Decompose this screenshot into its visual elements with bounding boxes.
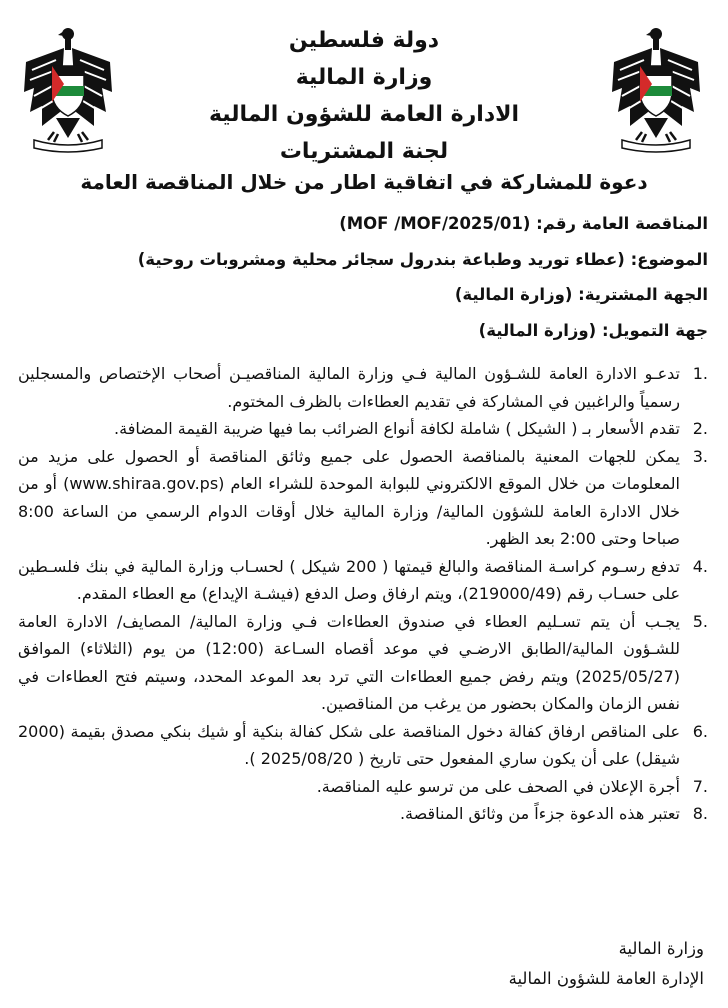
list-item xyxy=(18,415,708,443)
item-number: 1. xyxy=(692,364,708,383)
item-text: يجـب أن يتم تسـليم العطاء في صندوق العطاءات فـي وزارة المالية/ المصايف/ الادارة العامة للشـؤون المالية/الطابق الارضـي في موعد أقصاه السـاعة (12:00) من يوم (الثلاثاء) الموافق (2025/05/27) ويتم رفض جميع العطاءات التي ترد بعد الموعد المحدد، وسيتم فتح العطاءات في نفس الزمان والمكان بحضور من يرغب من المناقصين. xyxy=(18,611,680,713)
item-number: 4. xyxy=(692,556,708,576)
eagle-icon xyxy=(20,22,116,154)
tender-subject: الموضوع: (عطاء توريد وطباعة بندرول سجائر محلية ومشروبات روحية) xyxy=(137,249,708,269)
palestine-eagle-emblem-right xyxy=(608,22,704,154)
list-item xyxy=(18,608,708,718)
signature-ministry: وزارة المالية xyxy=(618,939,704,958)
item-number: 6. xyxy=(692,721,708,741)
item-number: 7. xyxy=(692,776,708,796)
list-item xyxy=(18,800,708,828)
item-text: تقدم الأسعار بـ ( الشيكل ) شاملة لكافة أنواع الضرائب بما فيها ضريبة القيمة المضافة. xyxy=(114,419,680,438)
item-number: 8. xyxy=(692,804,708,823)
item-number: 3. xyxy=(692,446,708,466)
item-number: 2. xyxy=(692,419,708,438)
funding-entity: جهة التمويل: (وزارة المالية) xyxy=(478,320,708,340)
tender-meta xyxy=(18,206,708,348)
letterhead xyxy=(130,22,598,170)
signature-department: الإدارة العامة للشؤون المالية xyxy=(508,969,704,988)
eagle-icon xyxy=(608,22,704,154)
committee-name: لجنة المشتريات xyxy=(279,139,449,164)
state-name: دولة فلسطين xyxy=(288,28,440,53)
tender-number: المناقصة العامة رقم: (MOF /MOF/2025/01) xyxy=(339,214,708,233)
list-item xyxy=(18,773,708,801)
ministry-name: وزارة المالية xyxy=(295,65,433,90)
list-item xyxy=(18,718,708,773)
item-text: تدفع رسـوم كراسـة المناقصة والبالغ قيمتها ( 200 شيكل ) لحسـاب وزارة المالية في بنك فلسـطين على حسـاب رقم (219000/49)، ويتم ارفاق وصل الدفع (فيشـة الإيداع) مع العطاء المقدم. xyxy=(18,556,680,603)
list-item xyxy=(18,360,708,415)
item-text: على المناقص ارفاق كفالة دخول المناقصة على شكل كفالة بنكية أو شيك بنكي مصدق بقيمة (2000 شيقل) على أن يكون ساري المفعول حتى تاريخ ( 2025/08/20 ). xyxy=(18,721,680,768)
item-text: تدعـو الادارة العامة للشـؤون المالية فـي وزارة المالية المناقصيـن أصحاب الإختصاص والمسجلين رسمياً والراغبين في المشاركة في تقديم العطاءات بالظرف المختوم. xyxy=(18,364,680,411)
list-item xyxy=(18,553,708,608)
list-item xyxy=(18,443,708,553)
item-text: يمكن للجهات المعنية بالمناقصة الحصول على جميع وثائق المناقصة أو الحصول على مزيد من المعلومات من خلال الموقع الالكتروني للبوابة الموحدة للشراء العام (www.shiraa.gov.ps) أو من خلال الادارة العامة للشؤون المالية/ وزارة المالية خلال أوقات الدوام الرسمي من الساعة 8:00 صباحا وحتى 2:00 بعد الظهر. xyxy=(18,446,681,548)
signature-block xyxy=(509,934,704,994)
conditions-list xyxy=(18,360,708,828)
item-text: تعتبر هذه الدعوة جزءاً من وثائق المناقصة. xyxy=(399,804,680,823)
item-number: 5. xyxy=(692,611,708,631)
announcement-title: دعوة للمشاركة في اتفاقية اطار من خلال المناقصة العامة xyxy=(80,170,648,194)
purchasing-entity: الجهة المشترية: (وزارة المالية) xyxy=(454,285,708,304)
palestine-eagle-emblem-left xyxy=(20,22,116,154)
item-text: أجرة الإعلان في الصحف على من ترسو عليه المناقصة. xyxy=(316,776,680,796)
department-name: الادارة العامة للشؤون المالية xyxy=(208,102,520,127)
